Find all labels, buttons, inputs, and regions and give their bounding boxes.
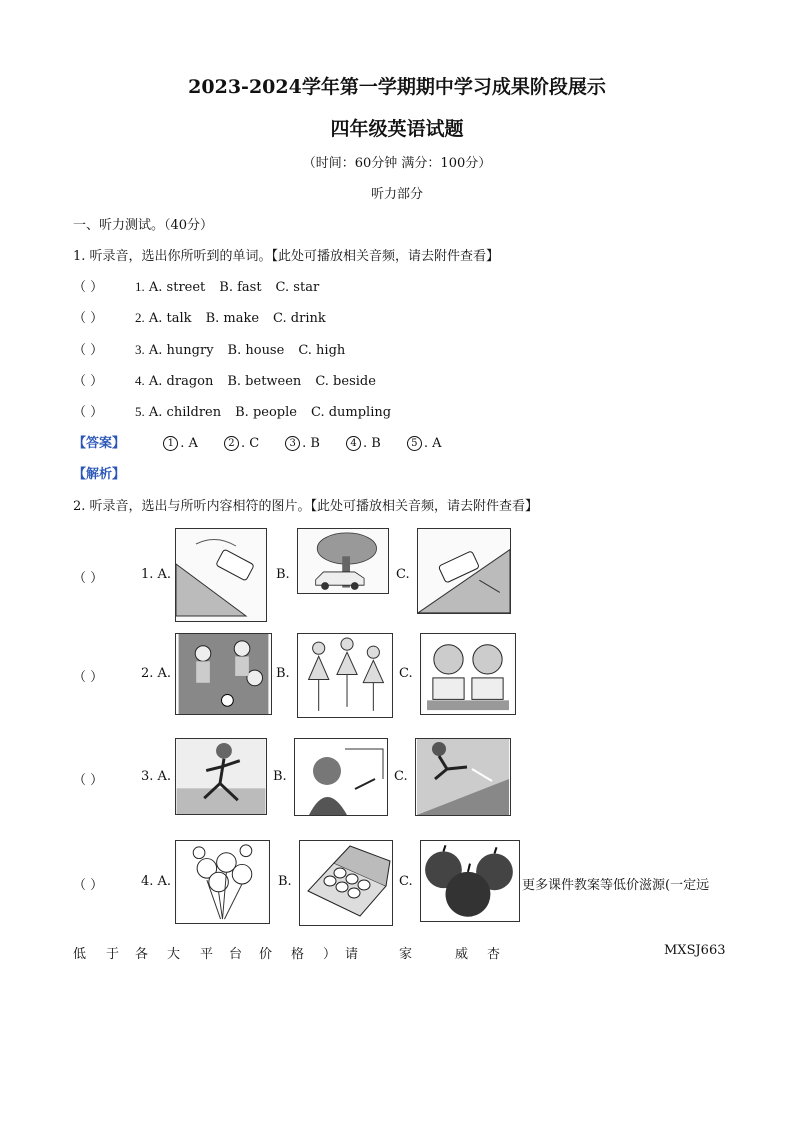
footer-char: 威 <box>455 947 469 962</box>
page-title: 2023-2024学年第一学期期中学习成果阶段展示 <box>188 76 606 98</box>
answer-number: 1 <box>163 436 178 451</box>
footer-char: 价 <box>259 947 273 962</box>
bus-down-hill-image <box>417 528 511 614</box>
item-number: 2. <box>135 310 145 325</box>
q1-instruction: 1. 听录音，选出你所听到的单词。【此处可播放相关音频，请去附件查看】 <box>73 249 500 264</box>
option-b: B. between <box>227 374 302 389</box>
girl-drawing-image <box>294 738 388 816</box>
answer-blank[interactable]: （ ） <box>73 773 104 788</box>
footer-char: 请 <box>345 947 359 962</box>
pic-item-number: 4. A. <box>141 874 172 889</box>
answer-row <box>73 432 467 451</box>
footer-char: 杏 <box>487 947 501 962</box>
boy-jumping-image <box>415 738 511 816</box>
flowers-image <box>175 840 270 924</box>
option-c: C. drink <box>273 311 326 326</box>
ballet-dancers-image <box>297 633 393 718</box>
option-b: B. people <box>235 405 297 420</box>
option-a: A. talk <box>148 311 192 326</box>
option-b-label: B. <box>273 769 287 784</box>
answer-item <box>407 436 442 451</box>
option-c: C. dumpling <box>310 405 392 420</box>
footer-char: 格 <box>291 947 305 962</box>
answer-blank[interactable]: （ ） <box>73 878 104 893</box>
analysis-label: 【解析】 <box>73 467 126 482</box>
answer-blank[interactable]: （ ） <box>73 280 104 295</box>
answer-blank[interactable]: （ ） <box>73 670 104 685</box>
answer-item <box>224 436 259 451</box>
answer-number: 5 <box>407 436 422 451</box>
answer-blank[interactable]: （ ） <box>73 571 104 586</box>
answer-number: 2 <box>224 436 239 451</box>
footer-char: 各 <box>135 947 149 962</box>
answer-value: . B <box>363 436 381 451</box>
answer-value: . A <box>180 436 198 451</box>
option-b-label: B. <box>276 666 290 681</box>
answer-number: 3 <box>285 436 300 451</box>
q1-item-row <box>73 276 333 295</box>
footer-char: ） <box>323 947 337 962</box>
item-number: 3. <box>135 342 145 357</box>
option-b-label: B. <box>278 874 292 889</box>
answer-label: 【答案】 <box>73 436 126 451</box>
eggs-carton-image <box>299 840 393 926</box>
option-a: A. hungry <box>148 343 214 358</box>
option-c-label: C. <box>399 666 413 681</box>
option-b-label: B. <box>276 567 290 582</box>
q1-item-row <box>73 307 340 326</box>
pic-item-number: 3. A. <box>141 769 172 784</box>
part-heading: 一、听力测试。（40分） <box>73 218 214 233</box>
option-a: A. dragon <box>148 374 214 389</box>
option-c: C. star <box>275 280 320 295</box>
option-c-label: C. <box>396 567 410 582</box>
answer-value: . C <box>240 436 260 451</box>
answer-value: . A <box>423 436 442 451</box>
option-c-label: C. <box>399 874 413 889</box>
footer-code: MXSJ663 <box>664 943 726 958</box>
answer-value: . B <box>302 436 320 451</box>
footer-char: 于 <box>106 947 120 962</box>
footer-char: 大 <box>167 947 181 962</box>
car-tree-image <box>297 528 389 594</box>
answer-blank[interactable]: （ ） <box>73 374 104 389</box>
footer-char: 台 <box>229 947 243 962</box>
exam-meta: （时间：60分钟 满分：100分） <box>302 156 492 171</box>
q1-item-row <box>73 339 359 358</box>
option-a: A. children <box>148 405 222 420</box>
apples-image <box>420 840 520 922</box>
option-c: C. high <box>298 343 346 358</box>
kids-reading-image <box>420 633 516 715</box>
q1-item-row <box>73 370 390 389</box>
item-number: 5. <box>135 404 145 419</box>
option-c-label: C. <box>394 769 408 784</box>
option-c: C. beside <box>315 374 376 389</box>
pic-item-number: 1. A. <box>141 567 172 582</box>
pic-item-number: 2. A. <box>141 666 172 681</box>
item-number: 1. <box>135 279 145 294</box>
answer-blank[interactable]: （ ） <box>73 405 104 420</box>
girl-running-image <box>175 738 267 815</box>
option-b: B. make <box>205 311 260 326</box>
answer-blank[interactable]: （ ） <box>73 343 104 358</box>
option-b: B. fast <box>219 280 262 295</box>
answer-item <box>346 436 381 451</box>
q1-item-row <box>73 401 405 420</box>
q2-instruction: 2. 听录音，选出与所听内容相符的图片。【此处可播放相关音频，请去附件查看】 <box>73 499 539 514</box>
option-b: B. house <box>227 343 285 358</box>
item-number: 4. <box>135 373 145 388</box>
section-label: 听力部分 <box>370 187 423 202</box>
option-a: A. street <box>148 280 206 295</box>
footer-char: 家 <box>399 947 413 962</box>
answer-item <box>163 436 198 451</box>
bus-hill-image <box>175 528 267 622</box>
kids-football-image <box>175 633 272 715</box>
answer-blank[interactable]: （ ） <box>73 311 104 326</box>
answer-item <box>285 436 320 451</box>
page-subtitle: 四年级英语试题 <box>330 118 464 140</box>
footer-char: 平 <box>200 947 214 962</box>
answer-number: 4 <box>346 436 361 451</box>
footer-char: 低 <box>73 947 87 962</box>
ad-text: 更多课件教案等低价滋源(一定远 <box>522 878 710 893</box>
